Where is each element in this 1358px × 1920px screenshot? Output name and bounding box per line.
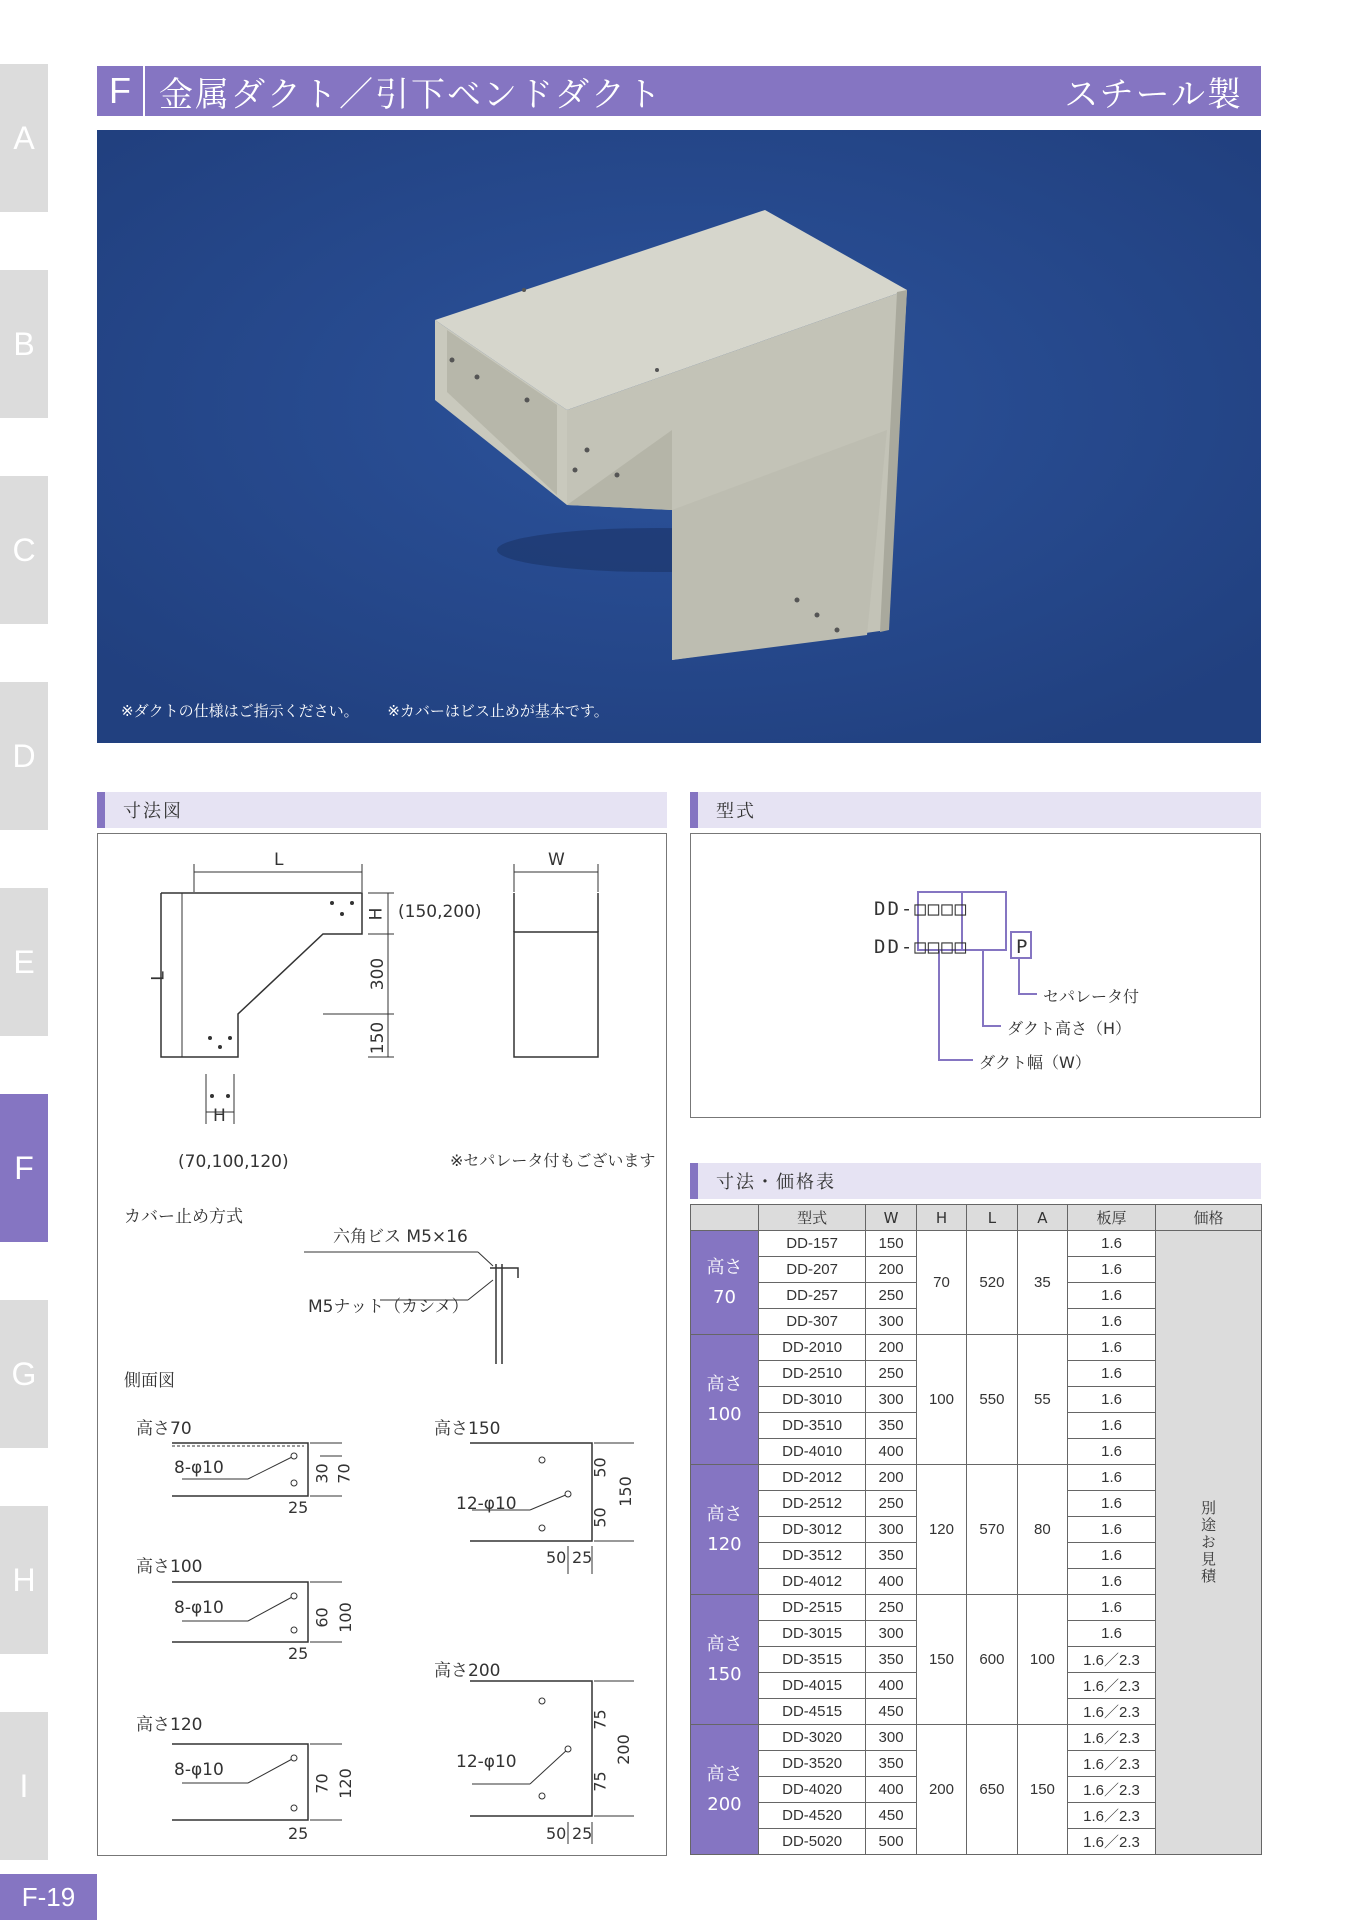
cell-w: 300	[866, 1621, 916, 1647]
cell-w: 150	[866, 1231, 916, 1257]
cell-thickness: 1.6	[1068, 1465, 1156, 1491]
cell-a: 55	[1017, 1335, 1067, 1465]
model-code-panel	[690, 833, 1261, 1118]
profile-200-d1: 75	[590, 1709, 610, 1730]
cell-model: DD-2510	[758, 1361, 865, 1387]
cell-model: DD-4020	[758, 1777, 865, 1803]
photo-note-spec: ※ダクトの仕様はご指示ください。	[121, 702, 359, 720]
header-price: 価格	[1155, 1205, 1261, 1231]
label-L-side: L	[148, 971, 169, 981]
spec-price-table	[690, 1204, 1262, 1855]
cell-thickness: 1.6	[1068, 1569, 1156, 1595]
side-tab-f[interactable]: F	[0, 1094, 48, 1242]
cell-model: DD-2515	[758, 1595, 865, 1621]
profile-150-d1b: 50	[590, 1507, 610, 1528]
dimension-heading	[97, 792, 667, 828]
dimension-drawing-panel	[97, 833, 667, 1856]
cell-w: 350	[866, 1751, 916, 1777]
photo-notes	[121, 700, 633, 721]
cell-w: 200	[866, 1335, 916, 1361]
cell-thickness: 1.6／2.3	[1068, 1647, 1156, 1673]
side-tab-h[interactable]: H	[0, 1506, 48, 1654]
bend-duct-illustration	[97, 130, 1261, 743]
cell-w: 350	[866, 1413, 916, 1439]
cell-h: 120	[916, 1465, 966, 1595]
note-separator: セパレータ付	[1043, 987, 1140, 1006]
cell-l: 550	[967, 1335, 1017, 1465]
cell-thickness: 1.6	[1068, 1413, 1156, 1439]
cell-model: DD-3010	[758, 1387, 865, 1413]
cell-thickness: 1.6／2.3	[1068, 1673, 1156, 1699]
page-number: F-19	[0, 1874, 97, 1920]
cell-a: 80	[1017, 1465, 1067, 1595]
cell-w: 350	[866, 1647, 916, 1673]
cover-nut-label: M5ナット（カシメ）	[308, 1297, 469, 1317]
cell-thickness: 1.6	[1068, 1335, 1156, 1361]
profile-150-d1: 50	[590, 1457, 610, 1478]
cell-model: DD-3012	[758, 1517, 865, 1543]
cell-thickness: 1.6	[1068, 1387, 1156, 1413]
model-heading-label: 型式	[716, 801, 756, 822]
profile-150-d2: 150	[615, 1476, 635, 1507]
cell-model: DD-3510	[758, 1413, 865, 1439]
model-code-2: DD-□□□□	[874, 936, 969, 958]
cell-w: 250	[866, 1491, 916, 1517]
profile-150-holes: 12-φ10	[456, 1494, 517, 1514]
cell-model: DD-3015	[758, 1621, 865, 1647]
cell-w: 400	[866, 1439, 916, 1465]
cell-l: 570	[967, 1465, 1017, 1595]
side-view-title: 側面図	[124, 1371, 175, 1391]
cell-model: DD-257	[758, 1283, 865, 1309]
cell-w: 200	[866, 1465, 916, 1491]
note-height: ダクト高さ（H）	[1007, 1019, 1132, 1038]
model-code-diagram	[691, 834, 1262, 1119]
cell-a: 150	[1017, 1725, 1067, 1855]
profile-100-title: 高さ100	[136, 1557, 203, 1577]
section-letter: F	[97, 66, 145, 116]
header-l: L	[967, 1205, 1017, 1231]
separator-note: ※セパレータ付もございます	[450, 1151, 656, 1170]
h-values: (150,200)	[398, 902, 482, 922]
cover-title: カバー止め方式	[124, 1207, 243, 1227]
cell-thickness: 1.6／2.3	[1068, 1751, 1156, 1777]
cell-w: 400	[866, 1673, 916, 1699]
header-h: H	[916, 1205, 966, 1231]
cell-model: DD-4012	[758, 1569, 865, 1595]
cell-thickness: 1.6	[1068, 1439, 1156, 1465]
height-group-label: 高さ 70	[691, 1231, 759, 1335]
cell-w: 300	[866, 1517, 916, 1543]
profile-100-d2: 100	[335, 1602, 355, 1633]
heading-mark	[97, 792, 105, 828]
cell-thickness: 1.6	[1068, 1621, 1156, 1647]
cell-model: DD-4515	[758, 1699, 865, 1725]
cell-model: DD-157	[758, 1231, 865, 1257]
material-label: スチール製	[1064, 74, 1243, 115]
cell-model: DD-4520	[758, 1803, 865, 1829]
label-H-right: H	[366, 907, 387, 921]
profile-200-d2: 200	[613, 1734, 633, 1765]
profile-100-d1: 60	[312, 1607, 332, 1628]
cell-w: 300	[866, 1725, 916, 1751]
cell-w: 450	[866, 1699, 916, 1725]
label-W: W	[548, 850, 565, 870]
model-heading	[690, 792, 1261, 828]
cell-model: DD-207	[758, 1257, 865, 1283]
profile-120-d2: 120	[335, 1768, 355, 1799]
cell-w: 250	[866, 1283, 916, 1309]
cell-l: 520	[967, 1231, 1017, 1335]
cell-a: 100	[1017, 1595, 1067, 1725]
product-photo	[97, 130, 1261, 743]
cell-h: 150	[916, 1595, 966, 1725]
header-group	[691, 1205, 759, 1231]
cell-w: 350	[866, 1543, 916, 1569]
height-group-label: 高さ 120	[691, 1465, 759, 1595]
price-heading	[690, 1163, 1261, 1199]
cell-w: 450	[866, 1803, 916, 1829]
dim-150: 150	[368, 1021, 389, 1055]
table-header-row	[691, 1205, 1262, 1231]
cell-model: DD-3020	[758, 1725, 865, 1751]
side-tab-d[interactable]: D	[0, 682, 48, 830]
side-tab-i[interactable]: I	[0, 1712, 48, 1860]
heading-mark	[690, 792, 698, 828]
cell-thickness: 1.6	[1068, 1231, 1156, 1257]
header-a: A	[1017, 1205, 1067, 1231]
profile-70-title: 高さ70	[136, 1419, 192, 1439]
cell-w: 300	[866, 1309, 916, 1335]
dimension-heading-label: 寸法図	[123, 801, 183, 822]
cell-thickness: 1.6／2.3	[1068, 1725, 1156, 1751]
cell-thickness: 1.6／2.3	[1068, 1829, 1156, 1855]
title-bar	[97, 66, 1261, 116]
profile-150-title: 高さ150	[434, 1419, 501, 1439]
profile-120-d1: 70	[312, 1773, 332, 1794]
heading-mark	[690, 1163, 698, 1199]
height-group-label: 高さ 150	[691, 1595, 759, 1725]
profile-70-d2: 70	[334, 1463, 354, 1484]
model-code-1: DD-□□□□	[874, 898, 969, 920]
cell-model: DD-5020	[758, 1829, 865, 1855]
side-tab-g[interactable]: G	[0, 1300, 48, 1448]
profile-100-holes: 8-φ10	[174, 1598, 224, 1618]
cell-thickness: 1.6／2.3	[1068, 1777, 1156, 1803]
cell-l: 650	[967, 1725, 1017, 1855]
cell-h: 200	[916, 1725, 966, 1855]
cell-thickness: 1.6	[1068, 1361, 1156, 1387]
dim-300: 300	[368, 957, 389, 991]
profile-200-holes: 12-φ10	[456, 1752, 517, 1772]
profile-200-title: 高さ200	[434, 1661, 501, 1681]
header-thickness: 板厚	[1068, 1205, 1156, 1231]
height-group-label: 高さ 100	[691, 1335, 759, 1465]
table-row	[691, 1231, 1262, 1257]
cell-thickness: 1.6	[1068, 1283, 1156, 1309]
price-heading-label: 寸法・価格表	[716, 1172, 836, 1193]
cell-model: DD-4015	[758, 1673, 865, 1699]
h-bottom-values: (70,100,120)	[178, 1152, 289, 1172]
cell-w: 400	[866, 1777, 916, 1803]
cell-price: 別途お見積	[1155, 1231, 1261, 1855]
cell-h: 70	[916, 1231, 966, 1335]
cell-l: 600	[967, 1595, 1017, 1725]
cell-w: 500	[866, 1829, 916, 1855]
side-tab-a[interactable]: A	[0, 64, 48, 212]
cell-thickness: 1.6	[1068, 1595, 1156, 1621]
profile-200-d1b: 75	[590, 1771, 610, 1792]
cell-thickness: 1.6	[1068, 1309, 1156, 1335]
cell-thickness: 1.6	[1068, 1543, 1156, 1569]
cell-thickness: 1.6／2.3	[1068, 1699, 1156, 1725]
cell-w: 300	[866, 1387, 916, 1413]
cell-w: 250	[866, 1361, 916, 1387]
cell-model: DD-2012	[758, 1465, 865, 1491]
table-body	[691, 1231, 1262, 1855]
cell-model: DD-3520	[758, 1751, 865, 1777]
height-group-label: 高さ 200	[691, 1725, 759, 1855]
label-L-top: L	[274, 850, 284, 870]
cell-w: 400	[866, 1569, 916, 1595]
photo-note-cover: ※カバーはビス止めが基本です。	[387, 702, 609, 720]
label-H-bottom: H	[213, 1106, 226, 1126]
profile-100-d3: 25	[288, 1644, 309, 1663]
cell-model: DD-3515	[758, 1647, 865, 1673]
cell-thickness: 1.6	[1068, 1517, 1156, 1543]
cell-model: DD-4010	[758, 1439, 865, 1465]
side-tab-b[interactable]: B	[0, 270, 48, 418]
cell-a: 35	[1017, 1231, 1067, 1335]
profile-70-d1: 30	[312, 1463, 332, 1484]
cover-bolt-label: 六角ビス M5×16	[333, 1227, 468, 1247]
cell-model: DD-2010	[758, 1335, 865, 1361]
profile-120-title: 高さ120	[136, 1715, 203, 1735]
cell-model: DD-2512	[758, 1491, 865, 1517]
profile-120-d3: 25	[288, 1824, 309, 1843]
cell-model: DD-3512	[758, 1543, 865, 1569]
header-model: 型式	[758, 1205, 865, 1231]
profile-200-d4: 25	[572, 1824, 593, 1843]
side-tab-e[interactable]: E	[0, 888, 48, 1036]
side-tab-c[interactable]: C	[0, 476, 48, 624]
cell-thickness: 1.6／2.3	[1068, 1803, 1156, 1829]
cell-thickness: 1.6	[1068, 1257, 1156, 1283]
cell-model: DD-307	[758, 1309, 865, 1335]
page-title: 金属ダクト／引下ベンドダクト	[159, 74, 663, 115]
profile-150-d3: 50	[546, 1548, 567, 1567]
header-w: W	[866, 1205, 916, 1231]
cell-h: 100	[916, 1335, 966, 1465]
note-width: ダクト幅（W）	[979, 1053, 1091, 1072]
cell-w: 250	[866, 1595, 916, 1621]
profile-150-d4: 25	[572, 1548, 593, 1567]
model-code-suffix: P	[1016, 936, 1030, 958]
profile-120-holes: 8-φ10	[174, 1760, 224, 1780]
cell-thickness: 1.6	[1068, 1491, 1156, 1517]
profile-70-holes: 8-φ10	[174, 1458, 224, 1478]
profile-200-d3: 50	[546, 1824, 567, 1843]
cell-w: 200	[866, 1257, 916, 1283]
profile-70-d3: 25	[288, 1498, 309, 1517]
